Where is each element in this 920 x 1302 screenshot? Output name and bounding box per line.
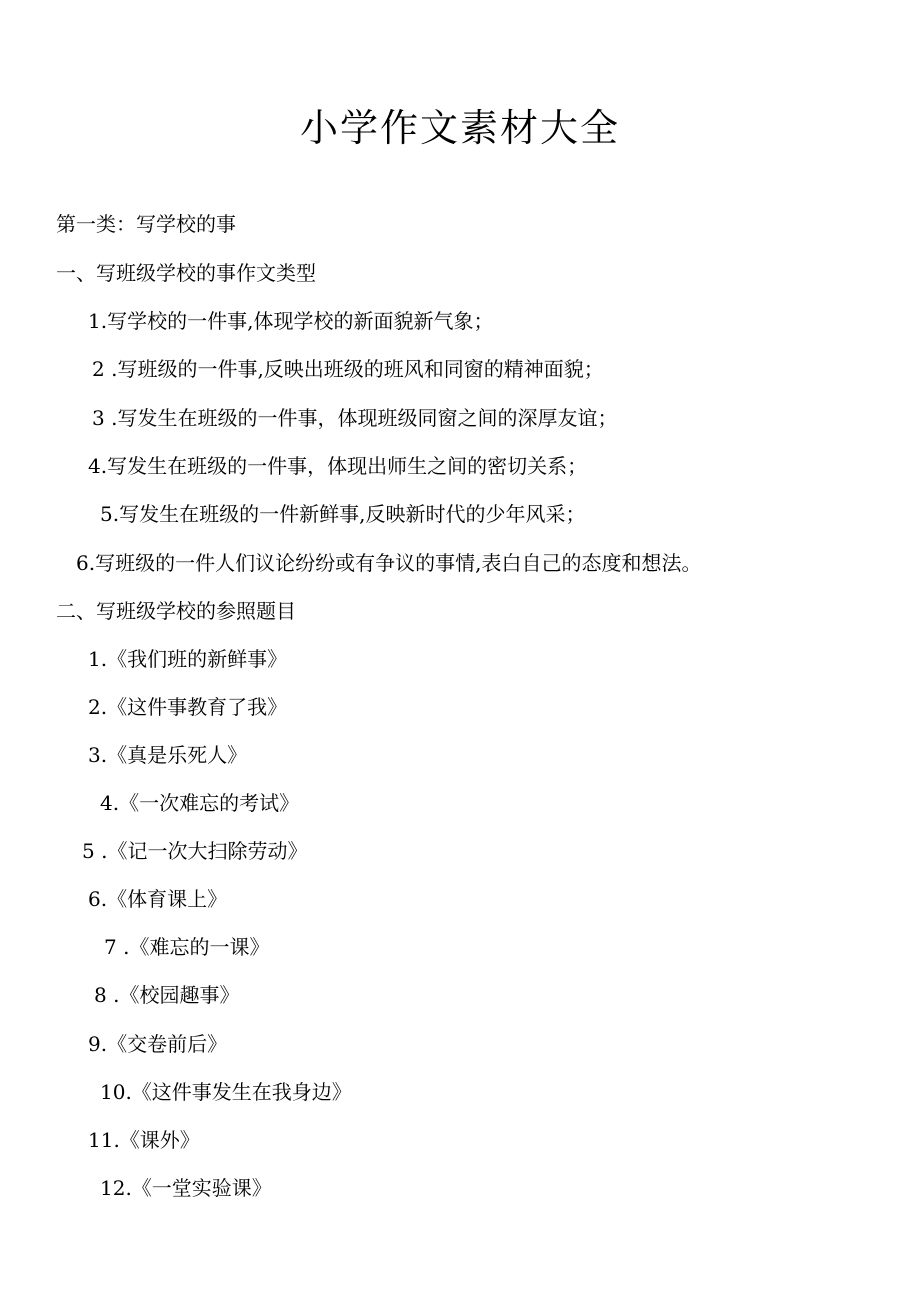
topic-item: 7 .《难忘的一课》 <box>104 935 270 959</box>
type-item: 3 .写发生在班级的一件事，体现班级同窗之间的深厚友谊； <box>92 406 618 430</box>
type-item: 4.写发生在班级的一件事，体现出师生之间的密切关系； <box>88 454 588 478</box>
type-item: 2 .写班级的一件事,反映出班级的班风和同窗的精神面貌； <box>92 357 604 381</box>
topic-item: 4.《一次难忘的考试》 <box>100 791 300 815</box>
document-title: 小学作文素材大全 <box>299 106 620 150</box>
topic-item: 6.《体育课上》 <box>88 887 228 911</box>
type-item: 6.写班级的一件人们议论纷纷或有争议的事情,表白自己的态度和想法。 <box>76 551 702 575</box>
type-item: 5.写发生在班级的一件新鲜事,反映新时代的少年风采； <box>100 502 586 526</box>
topic-item: 1.《我们班的新鲜事》 <box>88 647 288 671</box>
topic-item: 2.《这件事教育了我》 <box>88 695 288 719</box>
topic-item: 3.《真是乐死人》 <box>88 743 248 767</box>
category-heading: 第一类：写学校的事 <box>56 212 236 236</box>
type-item: 1.写学校的一件事,体现学校的新面貌新气象； <box>88 309 494 333</box>
topic-item: 8 .《校园趣事》 <box>94 983 240 1007</box>
section-heading-types: 一、写班级学校的事作文类型 <box>56 261 316 285</box>
section-heading-topics: 二、写班级学校的参照题目 <box>56 599 296 623</box>
topic-item: 12.《一堂实验课》 <box>100 1176 272 1200</box>
topic-item: 10.《这件事发生在我身边》 <box>100 1080 352 1104</box>
topic-item: 5 .《记一次大扫除劳动》 <box>82 839 308 863</box>
topic-item: 9.《交卷前后》 <box>88 1032 228 1056</box>
topic-item: 11.《课外》 <box>88 1128 200 1152</box>
